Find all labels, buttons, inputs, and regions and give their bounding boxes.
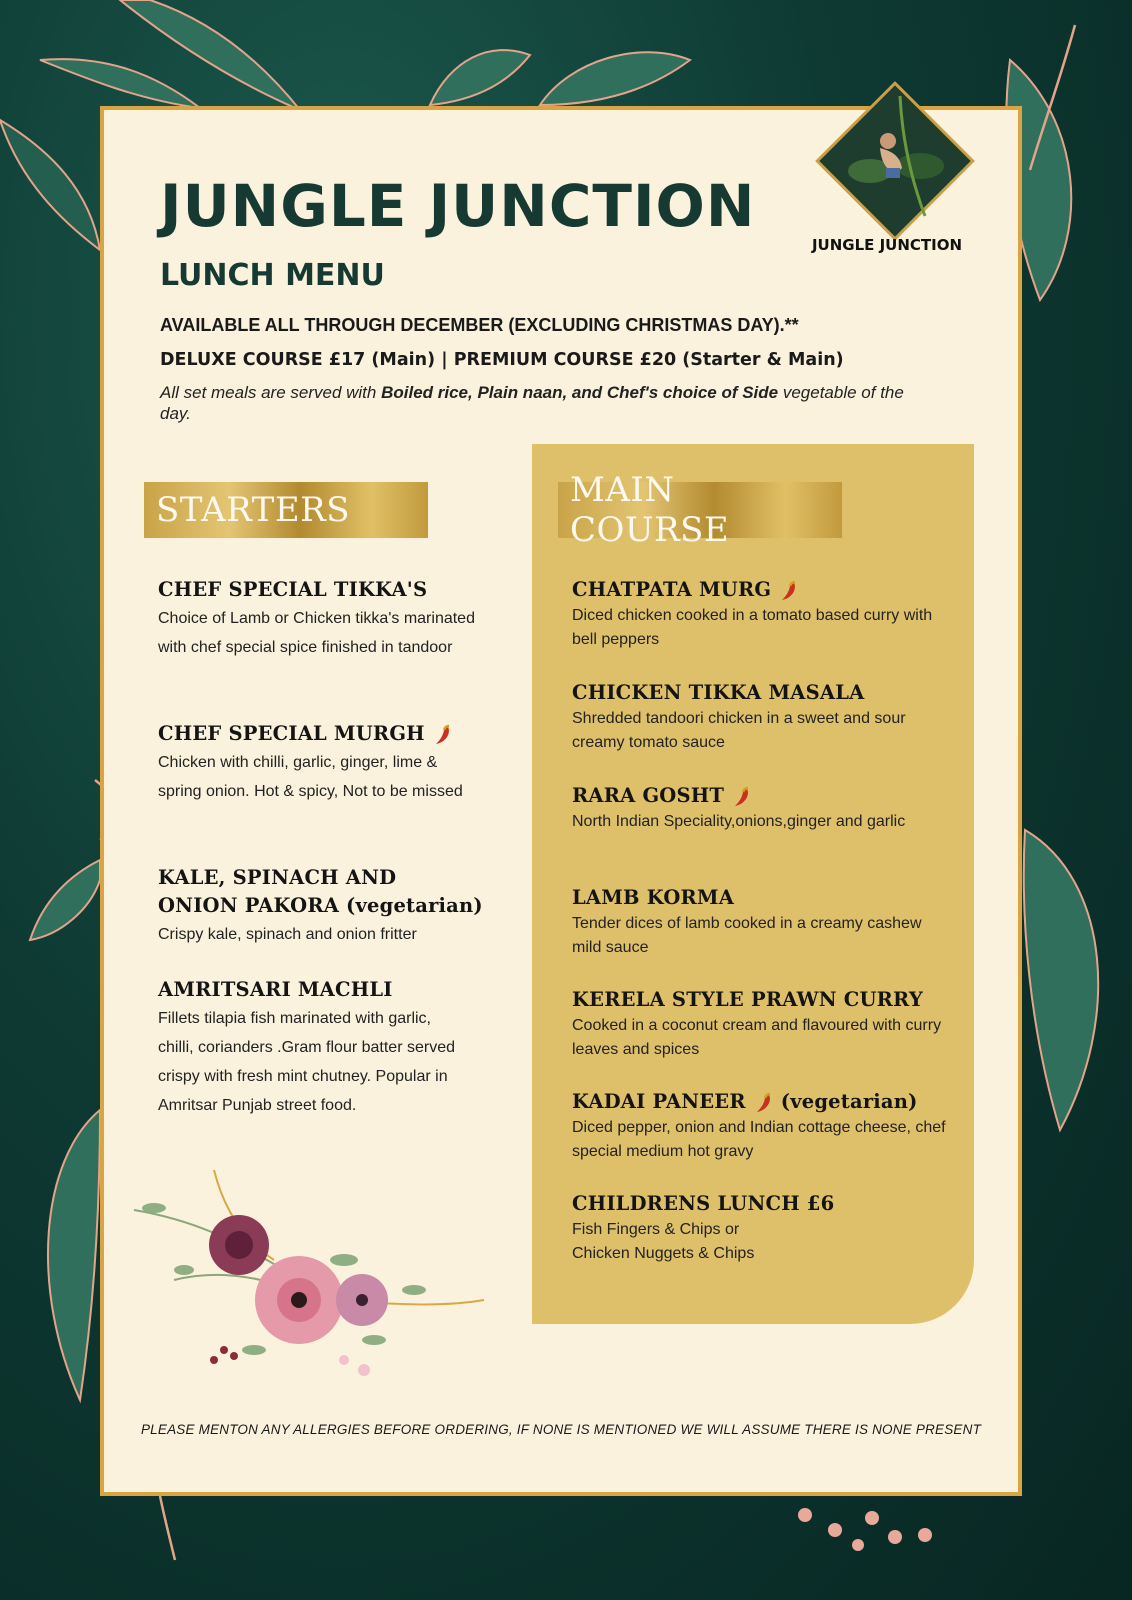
item-desc: Choice of Lamb or Chicken tikka's marinated with chef special spice finished in tandoor <box>158 610 475 656</box>
menu-card <box>100 106 1022 1496</box>
main-item <box>572 679 952 755</box>
item-desc: Chicken with chilli, garlic, ginger, lime & spring onion. Hot & spicy, Not to be missed <box>158 754 463 800</box>
item-desc: Crispy kale, spinach and onion fritter <box>158 926 417 943</box>
item-name: KERELA STYLE PRAWN CURRY <box>572 988 923 1011</box>
item-name: CHATPATA MURG <box>572 578 772 601</box>
chilli-icon <box>777 580 799 602</box>
item-desc: Diced pepper, onion and Indian cottage cheese, chef special medium hot gravy <box>572 1119 946 1160</box>
item-desc: Cooked in a coconut cream and flavoured with curry leaves and spices <box>572 1017 942 1058</box>
item-desc: Diced chicken cooked in a tomato based curry with bell peppers <box>572 607 933 648</box>
item-desc-line2: Chicken Nuggets & Chips <box>572 1245 755 1262</box>
item-desc: Fish Fingers & Chips or <box>572 1221 740 1238</box>
main-course-header: MAIN COURSE <box>558 482 842 538</box>
menu-subtitle: LUNCH MENU <box>160 258 385 293</box>
item-name: KALE, SPINACH AND <box>158 866 397 889</box>
chilli-icon <box>752 1092 774 1114</box>
item-name: AMRITSARI MACHLI <box>158 978 393 1001</box>
restaurant-title: JUNGLE JUNCTION <box>160 172 756 240</box>
starter-item <box>158 576 478 662</box>
item-desc: Tender dices of lamb cooked in a creamy cashew mild sauce <box>572 915 922 956</box>
starter-item <box>158 864 498 949</box>
main-item <box>572 986 952 1062</box>
item-name: CHILDRENS LUNCH £6 <box>572 1192 835 1215</box>
item-name-line2: ONION PAKORA (vegetarian) <box>158 894 483 917</box>
main-item <box>572 1190 952 1266</box>
main-item <box>572 782 932 834</box>
jungle-logo-icon <box>810 76 980 246</box>
item-name: KADAI PANEER <box>572 1090 746 1113</box>
floral-decoration <box>114 1150 494 1400</box>
item-name: RARA GOSHT <box>572 784 725 807</box>
item-desc: North Indian Speciality,onions,ginger and garlic <box>572 813 906 830</box>
item-name: CHICKEN TIKKA MASALA <box>572 681 865 704</box>
item-name: CHEF SPECIAL TIKKA'S <box>158 578 428 601</box>
starter-item <box>158 720 478 806</box>
starters-header: STARTERS <box>144 482 428 538</box>
item-desc: Fillets tilapia fish marinated with garlic, chilli, corianders .Gram flour batter served crispy with fresh mint chutney. Popular in Amritsar Punjab street food. <box>158 1010 455 1114</box>
chilli-icon <box>730 786 752 808</box>
pricing-line: DELUXE COURSE £17 (Main) | PREMIUM COURSE £20 (Starter & Main) <box>160 350 844 370</box>
main-item <box>572 884 932 960</box>
main-item <box>572 576 952 652</box>
item-name: CHEF SPECIAL MURGH <box>158 722 425 745</box>
main-item <box>572 1088 952 1164</box>
item-desc: Shredded tandoori chicken in a sweet and sour creamy tomato sauce <box>572 710 906 751</box>
starter-item <box>158 976 463 1120</box>
item-name-suffix: (vegetarian) <box>780 1090 918 1113</box>
availability-note: AVAILABLE ALL THROUGH DECEMBER (EXCLUDING CHRISTMAS DAY).** <box>160 315 799 335</box>
logo-text: JUNGLE JUNCTION <box>811 236 963 254</box>
item-name: LAMB KORMA <box>572 886 735 909</box>
set-meal-note: All set meals are served with Boiled rice, Plain naan, and Chef's choice of Side vegetable of the day. <box>160 383 904 423</box>
allergy-footer: PLEASE MENTON ANY ALLERGIES BEFORE ORDERING, IF NONE IS MENTIONED WE WILL ASSUME THERE IS NONE PRESENT <box>140 1422 982 1437</box>
chilli-icon <box>431 724 453 746</box>
